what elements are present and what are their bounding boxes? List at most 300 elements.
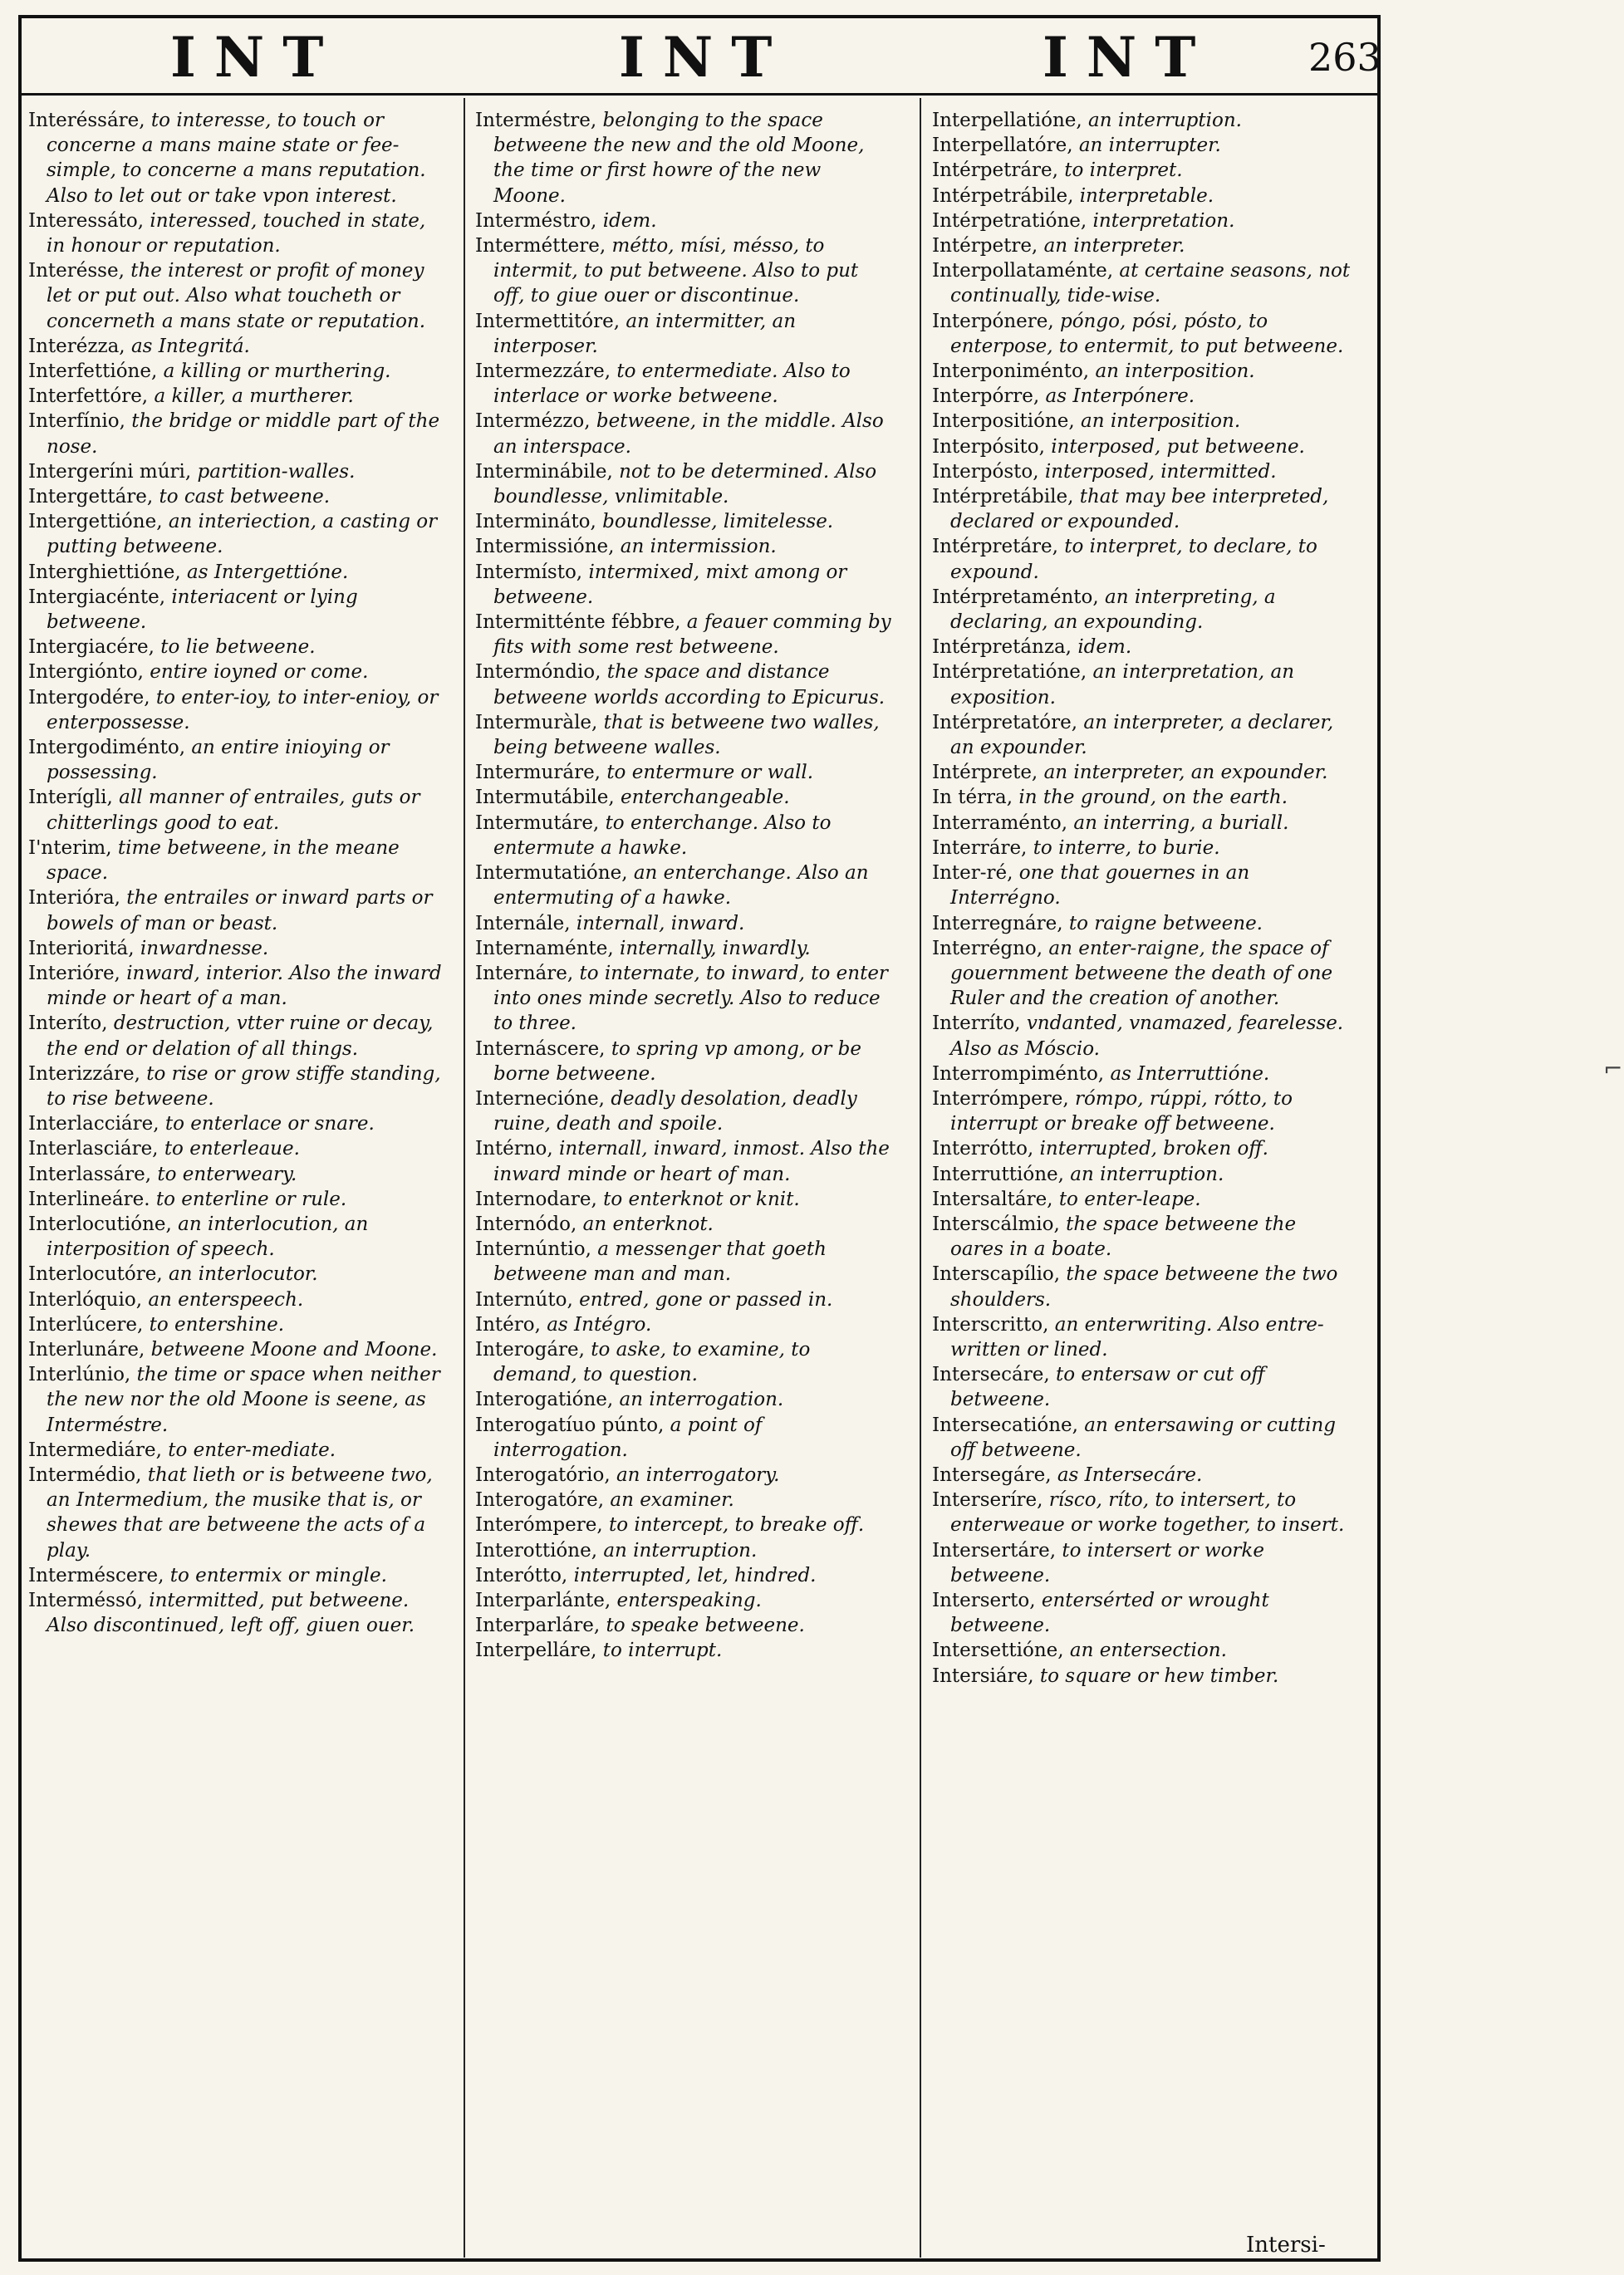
definition: intermitted, put betweene. Also discontinued, left off, giuen ouer.: [47, 1589, 415, 1637]
definition: to raigne betweene.: [1068, 912, 1263, 934]
headword: Interlacciáre,: [28, 1113, 159, 1135]
dictionary-entry: [475, 1086, 895, 1136]
headword: Interráre,: [932, 836, 1028, 859]
definition: métto, mísi, mésso, to intermit, to put betweene. Also to put off, to giue ouer or discontinue.: [493, 235, 859, 307]
headword: Intermezzáre,: [475, 360, 611, 383]
dictionary-entry: [28, 1011, 448, 1061]
definition: an enterspeech.: [148, 1288, 304, 1311]
definition: that may bee interpreted, declared or expounded.: [950, 486, 1329, 533]
dictionary-entry: [475, 1588, 895, 1613]
dictionary-entry: [932, 184, 1352, 208]
dictionary-entry: [28, 1262, 448, 1287]
headword: Intérpretáre,: [932, 536, 1058, 558]
definition: interrupted, broken off.: [1039, 1138, 1268, 1160]
headword: Interpellatióne,: [932, 110, 1082, 131]
definition: at certaine seasons, not continually, tide-wise.: [950, 260, 1351, 307]
dictionary-entry: [932, 860, 1352, 910]
definition: to square or hew timber.: [1039, 1665, 1279, 1687]
headword: Intermissióne,: [475, 536, 615, 558]
definition: an entersawing or cutting off betweene.: [950, 1414, 1336, 1461]
running-head-right: INT: [1043, 25, 1214, 90]
column-2: [475, 108, 895, 1664]
definition: the space betweene the oares in a boate.: [950, 1213, 1297, 1261]
dictionary-entry: [475, 811, 895, 860]
definition: entersérted or wrought betweene.: [950, 1589, 1269, 1637]
headword: Interparlánte,: [475, 1589, 611, 1611]
dictionary-entry: [475, 760, 895, 785]
headword: Intermettitóre,: [475, 310, 621, 332]
definition: to enterknot or knit.: [603, 1188, 800, 1210]
definition: an interrogatory.: [616, 1464, 780, 1486]
dictionary-entry: [28, 509, 448, 559]
dictionary-entry: [932, 484, 1352, 534]
headword: Interogatíuo púnto,: [475, 1414, 665, 1436]
headword: Intergiacére,: [28, 636, 155, 659]
definition: inwardnesse.: [140, 937, 269, 959]
headword: Interióre,: [28, 962, 120, 984]
definition: to entermediate. Also to interlace or worke betweene.: [493, 360, 851, 408]
definition: to enterweary.: [157, 1163, 297, 1185]
dictionary-entry: [28, 1162, 448, 1187]
dictionary-entry: [475, 1187, 895, 1212]
headword: Interlineáre.: [28, 1188, 150, 1210]
dictionary-entry: [475, 208, 895, 233]
dictionary-entry: [932, 1162, 1352, 1187]
definition: an enter-raigne, the space of gouernment betweene the death of one Ruler and the creation of another.: [950, 937, 1333, 1010]
definition: an entersection.: [1069, 1640, 1227, 1662]
dictionary-entry: [932, 659, 1352, 709]
dictionary-entry: [932, 208, 1352, 233]
dictionary-entry: [932, 309, 1352, 359]
headword: Interézza,: [28, 335, 125, 357]
definition: interrupted, let, hindred.: [573, 1564, 817, 1586]
definition: internall, inward.: [576, 912, 745, 934]
definition: an enterwriting. Also entre-written or lined.: [950, 1313, 1324, 1361]
headword: Intermuráre,: [475, 762, 601, 784]
dictionary-entry: [475, 1212, 895, 1237]
headword: Intergodére,: [28, 686, 150, 708]
definition: interpretation.: [1092, 209, 1235, 232]
definition: to enterline or rule.: [155, 1188, 347, 1210]
definition: to lie betweene.: [160, 636, 316, 659]
definition: intermixed, mixt among or betweene.: [493, 561, 847, 608]
headword: Intérpetráre,: [932, 159, 1058, 182]
headword: In térra,: [932, 787, 1013, 809]
definition: partition-walles.: [197, 460, 356, 483]
headword: Interscritto,: [932, 1313, 1049, 1336]
headword: Intermézzo,: [475, 410, 591, 433]
headword: Interioritá,: [28, 937, 135, 959]
definition: to interpret, to declare, to expound.: [950, 536, 1317, 583]
headword: Intérpretábile,: [932, 486, 1074, 508]
definition: in the ground, on the earth.: [1018, 787, 1288, 809]
headword: Interlassáre,: [28, 1163, 152, 1185]
definition: betweene, in the middle. Also an interspace.: [493, 410, 884, 458]
definition: rísco, ríto, to intersert, to enterweaue or worke together, to insert.: [950, 1489, 1345, 1537]
definition: vndanted, vnamazed, fearelesse. Also as Móscio.: [950, 1012, 1344, 1060]
page-number: 263: [1308, 35, 1381, 80]
dictionary-entry: [28, 1337, 448, 1362]
definition: an examiner.: [610, 1489, 734, 1512]
definition: an interpreting, a declaring, an expounding.: [950, 586, 1276, 634]
definition: a killer, a murtherer.: [154, 385, 354, 408]
dictionary-entry: [28, 1111, 448, 1136]
definition: to speake betweene.: [606, 1615, 805, 1637]
definition: to internate, to inward, to enter into ones minde secretly. Also to reduce to three.: [493, 962, 888, 1035]
dictionary-entry: [932, 534, 1352, 584]
dictionary-entry: [475, 359, 895, 409]
dictionary-entry: [475, 1638, 895, 1663]
headword: Intersaltáre,: [932, 1188, 1053, 1210]
headword: Intergiónto,: [28, 661, 144, 684]
definition: póngo, pósi, pósto, to enterpose, to entermit, to put betweene.: [950, 310, 1344, 357]
definition: belonging to the space betweene the new and the old Moone, the time or first howre of the new Moone.: [493, 110, 865, 207]
definition: that is betweene two walles, being betweene walles.: [493, 711, 880, 759]
dictionary-entry: [475, 1287, 895, 1312]
dictionary-entry: [932, 359, 1352, 384]
dictionary-entry: [28, 1362, 448, 1438]
headword: Intérpretaménto,: [932, 586, 1099, 608]
dictionary-entry: [475, 560, 895, 610]
headword: Intermóndio,: [475, 661, 601, 684]
dictionary-entry: [475, 610, 895, 659]
dictionary-entry: [28, 885, 448, 935]
definition: idem.: [1077, 636, 1132, 659]
headword: Interfettóre,: [28, 385, 149, 408]
definition: to interesse, to touch or concerne a mans maine state or fee-simple, to concerne a mans reputation. Also to let out or take vpon interest.: [47, 110, 426, 207]
headword: Interscálmio,: [932, 1213, 1060, 1235]
definition: an interposition.: [1080, 410, 1241, 433]
dictionary-entry: [28, 258, 448, 334]
headword: Intérno,: [475, 1138, 553, 1160]
headword: Interogatóre,: [475, 1489, 605, 1512]
definition: the space betweene the two shoulders.: [950, 1263, 1338, 1311]
dictionary-entry: [932, 710, 1352, 760]
dictionary-entry: [475, 1613, 895, 1638]
dictionary-entry: [28, 334, 448, 359]
dictionary-entry: [28, 1287, 448, 1312]
headword: Interméssó,: [28, 1589, 143, 1611]
definition: to entermure or wall.: [606, 762, 814, 784]
dictionary-entry: [28, 585, 448, 635]
dictionary-entry: [932, 1062, 1352, 1086]
dictionary-entry: [28, 359, 448, 384]
headword: Interígli,: [28, 787, 113, 809]
definition: the time or space when neither the new nor the old Moone is seene, as Interméstre.: [47, 1364, 440, 1436]
definition: an interruption.: [1088, 110, 1242, 131]
definition: time betweene, in the meane space.: [47, 836, 400, 885]
headword: Intermutáre,: [475, 811, 600, 834]
definition: to cast betweene.: [159, 486, 331, 508]
dictionary-entry: [475, 785, 895, 810]
dictionary-entry: [932, 911, 1352, 936]
definition: a messenger that goeth betweene man and man.: [493, 1238, 827, 1286]
headword: Interizzáre,: [28, 1062, 140, 1085]
definition: to enter-mediate.: [168, 1439, 336, 1461]
headword: Interlúnio,: [28, 1364, 131, 1386]
headword: Intergettióne,: [28, 511, 163, 533]
definition: an interpreter.: [1043, 235, 1185, 257]
definition: an interruption.: [1070, 1163, 1224, 1185]
definition: interiacent or lying betweene.: [47, 586, 358, 634]
headword: Intersertáre,: [932, 1539, 1057, 1562]
headword: Intersecáre,: [932, 1364, 1050, 1386]
definition: rómpo, rúppi, rótto, to interrupt or breake off betweene.: [950, 1087, 1293, 1135]
definition: an interlocutor.: [168, 1263, 318, 1286]
headword: Internecióne,: [475, 1087, 605, 1110]
dictionary-entry: [932, 158, 1352, 183]
definition: to interre, to burie.: [1033, 836, 1220, 859]
dictionary-entry: [28, 635, 448, 659]
dictionary-entry: [475, 1337, 895, 1387]
dictionary-entry: [475, 710, 895, 760]
dictionary-entry: [475, 1237, 895, 1287]
dictionary-entry: [28, 1187, 448, 1212]
dictionary-entry: [28, 1312, 448, 1337]
definition: all manner of entrailes, guts or chitterlings good to eat.: [47, 787, 420, 834]
definition: as Interruttióne.: [1110, 1062, 1270, 1085]
frame-left-rule: [18, 15, 22, 2262]
definition: to entershine.: [149, 1313, 285, 1336]
definition: to enter-leape.: [1058, 1188, 1201, 1210]
definition: an enterchange. Also an entermuting of a hawke.: [493, 862, 869, 910]
definition: an interiection, a casting or putting betweene.: [47, 511, 438, 558]
headword: Interrompiménto,: [932, 1062, 1105, 1085]
dictionary-entry: [28, 409, 448, 458]
dictionary-entry: [28, 836, 448, 885]
headword: Intérpretánza,: [932, 636, 1072, 659]
definition: an entire inioying or possessing.: [47, 737, 390, 784]
column-rule-1: [464, 98, 465, 2258]
definition: destruction, vtter ruine or decay, the end or delation of all things.: [47, 1012, 434, 1060]
dictionary-entry: [932, 1212, 1352, 1262]
dictionary-entry: [932, 1638, 1352, 1663]
frame-bottom-rule: [18, 2258, 1381, 2262]
definition: interessed, touched in state, in honour or reputation.: [47, 209, 426, 257]
headword: Interminábile,: [475, 460, 613, 483]
definition: an interpretation, an exposition.: [950, 661, 1295, 708]
headword: Interméstre,: [475, 110, 597, 131]
dictionary-entry: [932, 1362, 1352, 1412]
headword: Inter-ré,: [932, 862, 1013, 885]
definition: a killing or murthering.: [163, 360, 391, 383]
dictionary-entry: [932, 1413, 1352, 1463]
definition: to intersert or worke betweene.: [950, 1539, 1264, 1586]
dictionary-entry: [28, 1212, 448, 1262]
headword: Intermísto,: [475, 561, 583, 583]
dictionary-entry: [28, 459, 448, 484]
definition: an interposition.: [1095, 360, 1255, 383]
headword: Interméttere,: [475, 235, 606, 257]
definition: as Interpónere.: [1045, 385, 1195, 408]
definition: interposed, put betweene.: [1051, 435, 1305, 458]
headword: Intérpretatóre,: [932, 711, 1078, 733]
headword: Interpórre,: [932, 385, 1040, 408]
headword: Intérprete,: [932, 762, 1038, 784]
headword: Internále,: [475, 912, 571, 934]
headword: Interpellatóre,: [932, 135, 1073, 157]
dictionary-entry: [28, 961, 448, 1011]
dictionary-entry: [475, 936, 895, 961]
dictionary-entry: [475, 108, 895, 208]
headword: Interpositióne,: [932, 410, 1075, 433]
definition: to enterleaue.: [164, 1138, 300, 1160]
dictionary-entry: [932, 585, 1352, 635]
dictionary-entry: [932, 836, 1352, 860]
definition: interpretable.: [1079, 184, 1214, 207]
catchword: Intersi-: [1246, 2233, 1326, 2258]
headword: Interíto,: [28, 1012, 108, 1035]
headword: Intermédio,: [28, 1464, 142, 1486]
headword: Intersegáre,: [932, 1464, 1052, 1486]
definition: a feauer comming by fits with some rest betweene.: [493, 611, 891, 659]
definition: one that gouernes in an Interrégno.: [950, 862, 1250, 910]
headword: Interrómpere,: [932, 1087, 1069, 1110]
headword: Interottióne,: [475, 1539, 598, 1562]
headword: Interraménto,: [932, 811, 1068, 834]
definition: as Intergettióne.: [187, 561, 349, 583]
headword: Interghiettióne,: [28, 561, 181, 583]
header-rule: [18, 93, 1381, 96]
headword: Interlúcere,: [28, 1313, 144, 1336]
headword: Intergiacénte,: [28, 586, 166, 608]
headword: Interlocutióne,: [28, 1213, 172, 1235]
headword: Interríto,: [932, 1012, 1021, 1035]
running-head-center: INT: [619, 25, 791, 90]
dictionary-entry: [28, 1588, 448, 1638]
definition: an enterknot.: [582, 1213, 714, 1235]
headword: Interlóquio,: [28, 1288, 143, 1311]
definition: the entrailes or inward parts or bowels of man or beast.: [47, 887, 433, 934]
dictionary-entry: [932, 936, 1352, 1012]
dictionary-entry: [28, 1563, 448, 1588]
dictionary-entry: [28, 1062, 448, 1111]
definition: as Intersecáre.: [1057, 1464, 1203, 1486]
headword: Interméscere,: [28, 1564, 164, 1586]
headword: Interparláre,: [475, 1615, 601, 1637]
headword: Intergettáre,: [28, 486, 154, 508]
headword: Intéro,: [475, 1313, 541, 1336]
definition: the interest or profit of money let or put out. Also what toucheth or concerneth a mans state or reputation.: [47, 260, 426, 332]
dictionary-entry: [28, 1463, 448, 1563]
definition: to enter-ioy, to inter-enioy, or enterpossesse.: [47, 686, 439, 733]
dictionary-entry: [932, 1136, 1352, 1161]
definition: an interlocution, an interposition of speech.: [47, 1213, 369, 1261]
headword: Interogáre,: [475, 1338, 585, 1361]
headword: Interéssáre,: [28, 110, 145, 131]
definition: interposed, intermitted.: [1044, 460, 1277, 483]
definition: an interpreter, an expounder.: [1043, 762, 1328, 784]
headword: Intermuràle,: [475, 711, 598, 733]
headword: Interpónere,: [932, 310, 1054, 332]
dictionary-entry: [475, 860, 895, 910]
dictionary-entry: [475, 509, 895, 534]
headword: Interómpere,: [475, 1514, 603, 1537]
dictionary-entry: [932, 1187, 1352, 1212]
column-3: [932, 108, 1352, 1689]
headword: Interpósito,: [932, 435, 1045, 458]
dictionary-entry: [28, 484, 448, 509]
dictionary-entry: [932, 1011, 1352, 1061]
dictionary-entry: [932, 1488, 1352, 1537]
dictionary-entry: [475, 659, 895, 709]
definition: an interpreter, a declarer, an expounder.: [950, 711, 1334, 759]
column-1: [28, 108, 448, 1638]
headword: Intergodiménto,: [28, 737, 186, 759]
definition: as Integritá.: [130, 335, 250, 357]
definition: entred, gone or passed in.: [579, 1288, 833, 1311]
dictionary-entry: [475, 459, 895, 509]
dictionary-entry: [28, 659, 448, 684]
headword: Interióra,: [28, 887, 120, 910]
dictionary-entry: [28, 208, 448, 258]
headword: Interserto,: [932, 1589, 1036, 1611]
headword: Interfettióne,: [28, 360, 158, 383]
dictionary-entry: [28, 1438, 448, 1463]
dictionary-entry: [932, 785, 1352, 810]
headword: Intérpretatióne,: [932, 661, 1087, 684]
dictionary-entry: [932, 1538, 1352, 1588]
definition: an intermitter, an interposer.: [493, 310, 797, 357]
dictionary-entry: [932, 384, 1352, 409]
definition: not to be determined. Also boundlesse, vnlimitable.: [493, 460, 877, 508]
dictionary-entry: [28, 685, 448, 735]
dictionary-entry: [475, 1463, 895, 1488]
definition: inward, interior. Also the inward minde or heart of a man.: [47, 962, 442, 1010]
headword: Interogatório,: [475, 1464, 611, 1486]
headword: Interogatióne,: [475, 1389, 614, 1411]
headword: Interlunáre,: [28, 1338, 145, 1361]
dictionary-entry: [475, 1513, 895, 1537]
dictionary-entry: [28, 108, 448, 208]
definition: that lieth or is betweene two, an Intermedium, the musike that is, or shewes that are betweene the acts of a play.: [47, 1464, 433, 1562]
headword: Interlasciáre,: [28, 1138, 159, 1160]
dictionary-entry: [932, 434, 1352, 459]
headword: Internodare,: [475, 1188, 597, 1210]
dictionary-entry: [475, 1387, 895, 1412]
definition: to entermix or mingle.: [169, 1564, 387, 1586]
definition: an interring, a buriall.: [1073, 811, 1289, 834]
headword: Internaménte,: [475, 937, 614, 959]
definition: internally, inwardly.: [619, 937, 811, 959]
dictionary-entry: [475, 961, 895, 1037]
definition: enterspeaking.: [616, 1589, 762, 1611]
dictionary-entry: [932, 1664, 1352, 1689]
headword: Interpollataménte,: [932, 260, 1114, 282]
headword: Interótto,: [475, 1564, 568, 1586]
headword: Intermitténte fébbre,: [475, 611, 681, 634]
dictionary-entry: [932, 635, 1352, 659]
dictionary-entry: [475, 1136, 895, 1186]
headword: Internúntio,: [475, 1238, 591, 1261]
dictionary-entry: [475, 309, 895, 359]
definition: to enterlace or snare.: [164, 1113, 375, 1135]
definition: a point of interrogation.: [493, 1414, 763, 1461]
dictionary-entry: [932, 459, 1352, 484]
definition: to interpret.: [1064, 159, 1183, 182]
frame-right-rule: [1377, 15, 1381, 2262]
dictionary-entry: [932, 133, 1352, 158]
definition: to rise or grow stiffe standing, to rise betweene.: [47, 1062, 441, 1110]
headword: Intérpetratióne,: [932, 209, 1087, 232]
dictionary-entry: [475, 1413, 895, 1463]
definition: internall, inward, inmost. Also the inward minde or heart of man.: [493, 1138, 890, 1185]
dictionary-entry: [932, 1262, 1352, 1312]
definition: an interrogation.: [619, 1389, 784, 1411]
headword: Intergeríni múri,: [28, 460, 192, 483]
headword: Interésse,: [28, 260, 125, 282]
headword: Interrótto,: [932, 1138, 1034, 1160]
